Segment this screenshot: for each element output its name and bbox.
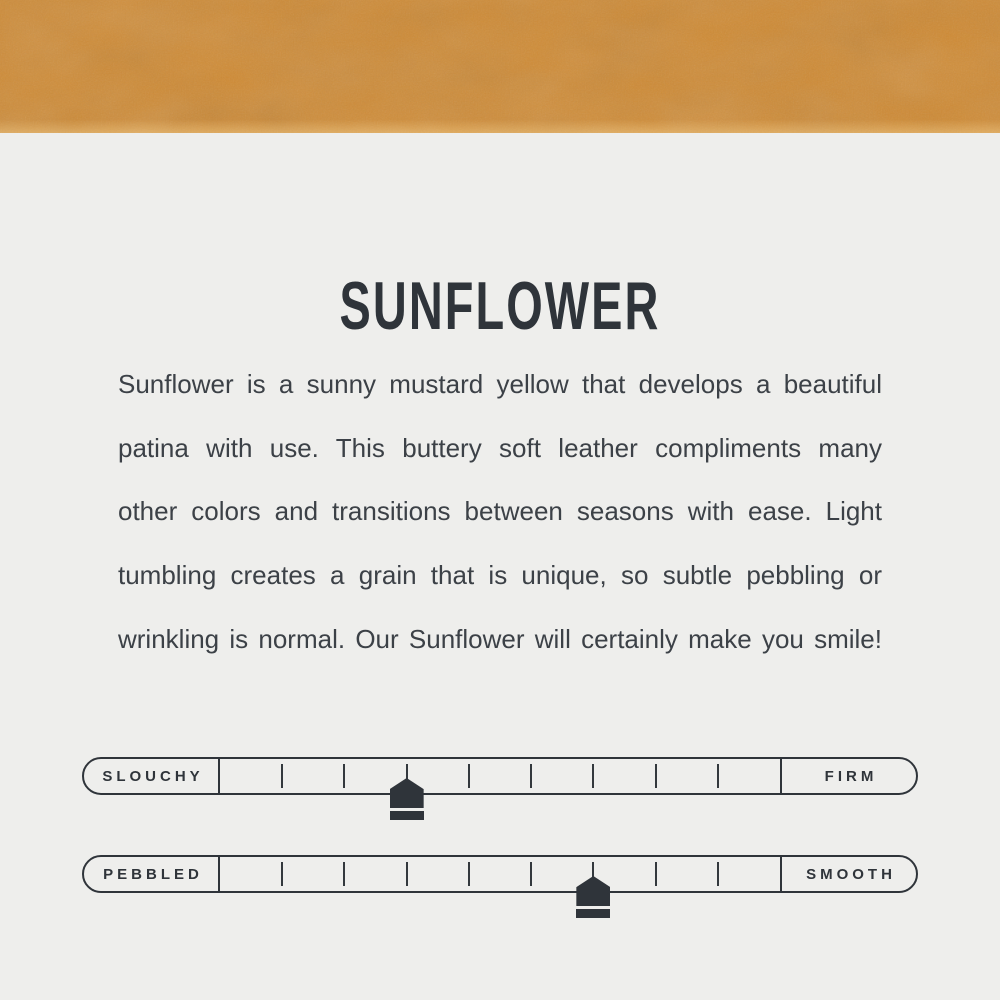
description-line: Sunflower is a sunny mustard yellow that develops a beautiful bbox=[118, 369, 882, 399]
leather-texture-image bbox=[0, 0, 1000, 133]
tick-mark bbox=[281, 862, 283, 886]
description-line: tumbling creates a grain that is unique, so subtle pebbling or bbox=[118, 560, 882, 591]
tick-mark bbox=[717, 862, 719, 886]
tick-mark bbox=[717, 764, 719, 788]
slider-left-label: PEBBLED bbox=[84, 857, 220, 891]
tick-mark bbox=[655, 862, 657, 886]
slider-right-label: SMOOTH bbox=[780, 857, 916, 891]
tick-mark bbox=[406, 862, 408, 886]
slider-right-label: FIRM bbox=[780, 759, 916, 793]
marker-bar bbox=[576, 909, 610, 918]
tick-mark bbox=[468, 764, 470, 788]
tick-mark bbox=[343, 764, 345, 788]
tick-mark bbox=[343, 862, 345, 886]
tick-mark bbox=[592, 764, 594, 788]
product-description bbox=[118, 353, 882, 671]
description-line: wrinkling is normal. Our Sunflower will certainly make you smile! bbox=[118, 623, 882, 654]
tick-area bbox=[220, 759, 780, 793]
slider-marker[interactable] bbox=[576, 876, 610, 918]
tick-mark bbox=[530, 862, 532, 886]
slider-marker[interactable] bbox=[390, 778, 424, 820]
slider-left-label: SLOUCHY bbox=[84, 759, 220, 793]
page-title: SUNFLOWER bbox=[339, 267, 661, 344]
tick-area bbox=[220, 857, 780, 891]
marker-bar bbox=[390, 811, 424, 820]
tick-mark bbox=[281, 764, 283, 788]
marker-arrow-icon bbox=[576, 876, 610, 906]
marker-arrow-icon bbox=[390, 778, 424, 808]
tick-mark bbox=[530, 764, 532, 788]
slouchy-firm-slider[interactable] bbox=[82, 757, 918, 795]
pebbled-smooth-slider[interactable] bbox=[82, 855, 918, 893]
tick-mark bbox=[655, 764, 657, 788]
description-line: patina with use. This buttery soft leather compliments many bbox=[118, 432, 882, 463]
description-line: other colors and transitions between seasons with ease. Light bbox=[118, 496, 882, 527]
tick-mark bbox=[468, 862, 470, 886]
